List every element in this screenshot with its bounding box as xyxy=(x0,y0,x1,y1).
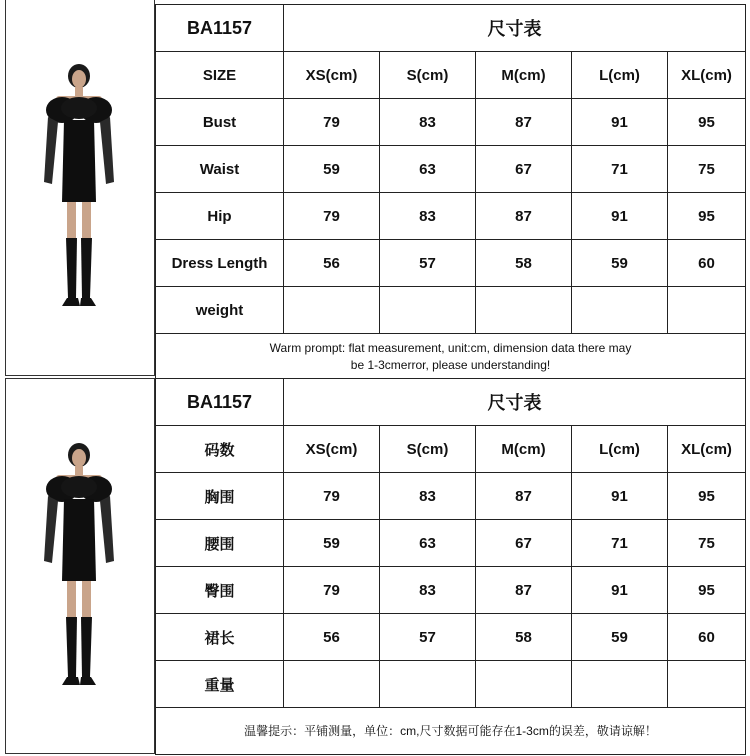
header-cell: 码数 xyxy=(156,426,284,473)
model-photo-cell xyxy=(5,378,155,754)
table-cell: 67 xyxy=(476,146,572,193)
model-photo-cell xyxy=(5,0,155,376)
table-cell: 75 xyxy=(668,520,746,567)
table-cell: 79 xyxy=(284,99,380,146)
table-cell xyxy=(668,661,746,708)
table-cell: 87 xyxy=(476,193,572,240)
table-cell: 57 xyxy=(380,614,476,661)
row-label: Waist xyxy=(156,146,284,193)
table-cell: 95 xyxy=(668,567,746,614)
table-cell: 71 xyxy=(572,146,668,193)
header-cell: XL(cm) xyxy=(668,426,746,473)
row-label: 裙长 xyxy=(156,614,284,661)
table-cell: 91 xyxy=(572,473,668,520)
note-line-1: Warm prompt: flat measurement, unit:cm, dimension data there may xyxy=(269,341,632,355)
note-line-2: be 1-3cmerror, please understanding! xyxy=(350,358,551,372)
table-cell: 87 xyxy=(476,567,572,614)
header-cell: SIZE xyxy=(156,52,284,99)
header-cell: XS(cm) xyxy=(284,426,380,473)
row-label: 腰围 xyxy=(156,520,284,567)
header-cell: L(cm) xyxy=(572,52,668,99)
chart-title: 尺寸表 xyxy=(284,379,746,426)
row-label: 臀围 xyxy=(156,567,284,614)
table-cell: 56 xyxy=(284,614,380,661)
size-table-cn xyxy=(155,378,746,755)
product-code: BA1157 xyxy=(156,379,284,426)
header-cell: XS(cm) xyxy=(284,52,380,99)
table-cell: 95 xyxy=(668,99,746,146)
measurement-note xyxy=(156,334,746,381)
table-cell: 91 xyxy=(572,99,668,146)
table-cell: 79 xyxy=(284,567,380,614)
header-row xyxy=(156,426,746,473)
table-cell: 83 xyxy=(380,99,476,146)
model-figure-icon xyxy=(34,441,124,691)
table-cell: 59 xyxy=(572,240,668,287)
header-cell: M(cm) xyxy=(476,426,572,473)
table-cell xyxy=(380,661,476,708)
table-cell: 67 xyxy=(476,520,572,567)
table-row xyxy=(156,520,746,567)
table-row xyxy=(156,240,746,287)
table-cell: 63 xyxy=(380,520,476,567)
table-cell xyxy=(284,661,380,708)
measurement-note: 温馨提示：平铺测量，单位：cm,尺寸数据可能存在1-3cm的误差，敬请谅解！ xyxy=(156,708,746,755)
table-cell: 58 xyxy=(476,614,572,661)
header-cell: XL(cm) xyxy=(668,52,746,99)
row-label: weight xyxy=(156,287,284,334)
row-label: Dress Length xyxy=(156,240,284,287)
product-code: BA1157 xyxy=(156,5,284,52)
table-cell: 79 xyxy=(284,193,380,240)
table-row xyxy=(156,614,746,661)
table-cell: 95 xyxy=(668,193,746,240)
table-cell: 63 xyxy=(380,146,476,193)
table-cell: 91 xyxy=(572,567,668,614)
table-cell: 83 xyxy=(380,193,476,240)
table-cell: 87 xyxy=(476,99,572,146)
table-row xyxy=(156,193,746,240)
table-cell: 58 xyxy=(476,240,572,287)
table-cell: 59 xyxy=(572,614,668,661)
table-cell xyxy=(380,287,476,334)
table-cell: 71 xyxy=(572,520,668,567)
table-cell: 83 xyxy=(380,473,476,520)
row-label: 胸围 xyxy=(156,473,284,520)
table-cell: 79 xyxy=(284,473,380,520)
table-row xyxy=(156,473,746,520)
table-cell: 60 xyxy=(668,240,746,287)
header-cell: S(cm) xyxy=(380,426,476,473)
size-chart-chinese xyxy=(0,378,750,756)
table-cell xyxy=(284,287,380,334)
row-label: 重量 xyxy=(156,661,284,708)
table-row xyxy=(156,99,746,146)
header-cell: M(cm) xyxy=(476,52,572,99)
row-label: Hip xyxy=(156,193,284,240)
table-row xyxy=(156,661,746,708)
header-cell: L(cm) xyxy=(572,426,668,473)
table-cell: 56 xyxy=(284,240,380,287)
table-cell xyxy=(668,287,746,334)
table-row xyxy=(156,287,746,334)
table-cell xyxy=(476,661,572,708)
table-cell: 95 xyxy=(668,473,746,520)
row-label: Bust xyxy=(156,99,284,146)
table-cell: 75 xyxy=(668,146,746,193)
table-cell: 59 xyxy=(284,146,380,193)
table-cell: 87 xyxy=(476,473,572,520)
chart-title: 尺寸表 xyxy=(284,5,746,52)
table-cell: 60 xyxy=(668,614,746,661)
table-row xyxy=(156,567,746,614)
model-figure-icon xyxy=(34,62,124,312)
table-cell: 59 xyxy=(284,520,380,567)
table-cell: 91 xyxy=(572,193,668,240)
table-cell xyxy=(572,287,668,334)
table-cell xyxy=(572,661,668,708)
table-cell: 57 xyxy=(380,240,476,287)
table-cell xyxy=(476,287,572,334)
table-row xyxy=(156,146,746,193)
size-table-en xyxy=(155,4,746,381)
header-cell: S(cm) xyxy=(380,52,476,99)
header-row xyxy=(156,52,746,99)
table-cell: 83 xyxy=(380,567,476,614)
